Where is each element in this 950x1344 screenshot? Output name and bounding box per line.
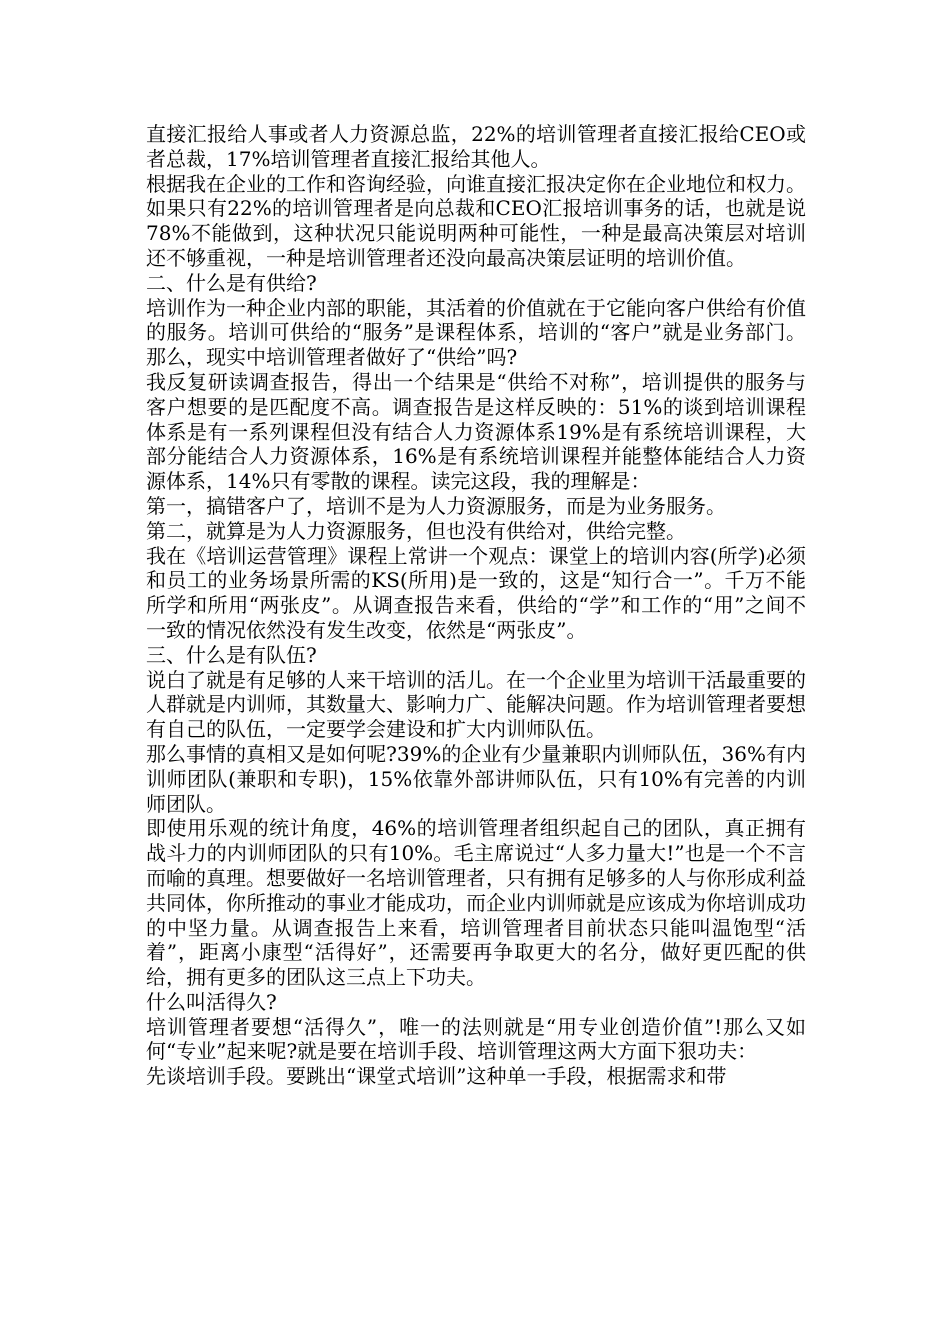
paragraph-learn-use: 我在《培训运营管理》课程上常讲一个观点：课堂上的培训内容(所学)必须和员工的业务场景所需的KS(所用)是一致的，这是“知行合一”。千万不能所学和所用“两张皮”。从调查报告来看，供给的“学”和工作的“用”之间不一致的情况依然没有发生改变，依然是“两张皮”。 bbox=[146, 543, 806, 642]
paragraph-reporting-line: 直接汇报给人事或者人力资源总监，22%的培训管理者直接汇报给CEO或者总裁，17%培训管理者直接汇报给其他人。 bbox=[146, 122, 806, 171]
paragraph-professional-value: 培训管理者要想“活得久”，唯一的法则就是“用专业创造价值”!那么又如何“专业”起来呢?就是要在培训手段、培训管理这两大方面下狠功夫： bbox=[146, 1014, 806, 1064]
document-body bbox=[146, 122, 806, 1089]
paragraph-supply-intro: 培训作为一种企业内部的职能，其活着的价值就在于它能向客户供给有价值的服务。培训可供给的“服务”是课程体系，培训的“客户”就是业务部门。那么，现实中培训管理者做好了“供给”吗? bbox=[146, 295, 806, 370]
paragraph-supply-survey: 我反复研读调查报告，得出一个结果是“供给不对称”，培训提供的服务与客户想要的是匹配度不高。调查报告是这样反映的：51%的谈到培训课程体系是有一系列课程但没有结合人力资源体系19%是有系统培训课程，大部分能结合人力资源体系，16%是有系统培训课程并能整体能结合人力资源体系，14%只有零散的课程。读完这段，我的理解是： bbox=[146, 369, 806, 494]
paragraph-team-analysis: 即使用乐观的统计角度，46%的培训管理者组织起自己的团队，真正拥有战斗力的内训师团队的只有10%。毛主席说过“人多力量大!”也是一个不言而喻的真理。想要做好一名培训管理者，只有拥有足够多的人与你形成利益共同体，你所推动的事业才能成功，而企业内训师就是应该成为你培训成功的中坚力量。从调查报告上来看，培训管理者目前状态只能叫温饱型“活着”，距离小康型“活得好”，还需要再争取更大的名分，做好更匹配的供给，拥有更多的团队这三点上下功夫。 bbox=[146, 816, 806, 990]
heading-supply: 二、什么是有供给? bbox=[146, 270, 317, 295]
heading-team: 三、什么是有队伍? bbox=[146, 642, 317, 667]
paragraph-team-survey: 那么事情的真相又是如何呢?39%的企业有少量兼职内训师队伍，36%有内训师团队(兼职和专职)，15%依靠外部讲师队伍，只有10%有完善的内训师团队。 bbox=[146, 741, 806, 816]
heading-live-long: 什么叫活得久? bbox=[146, 989, 277, 1014]
paragraph-point-one: 第一，搞错客户了，培训不是为人力资源服务，而是为业务服务。 bbox=[146, 493, 726, 518]
paragraph-training-methods: 先谈培训手段。要跳出“课堂式培训”这种单一手段，根据需求和带 bbox=[146, 1064, 727, 1089]
paragraph-reporting-analysis: 根据我在企业的工作和咨询经验，向谁直接汇报决定你在企业地位和权力。如果只有22%的培训管理者是向总裁和CEO汇报培训事务的话，也就是说78%不能做到，这种状况只能说明两种可能性，一种是最高决策层对培训还不够重视，一种是培训管理者还没向最高决策层证明的培训价值。 bbox=[146, 171, 806, 270]
paragraph-point-two: 第二，就算是为人力资源服务，但也没有供给对，供给完整。 bbox=[146, 518, 686, 543]
paragraph-team-intro: 说白了就是有足够的人来干培训的活儿。在一个企业里为培训干活最重要的人群就是内训师，其数量大、影响力广、能解决问题。作为培训管理者要想有自己的队伍，一定要学会建设和扩大内训师队伍。 bbox=[146, 667, 806, 742]
